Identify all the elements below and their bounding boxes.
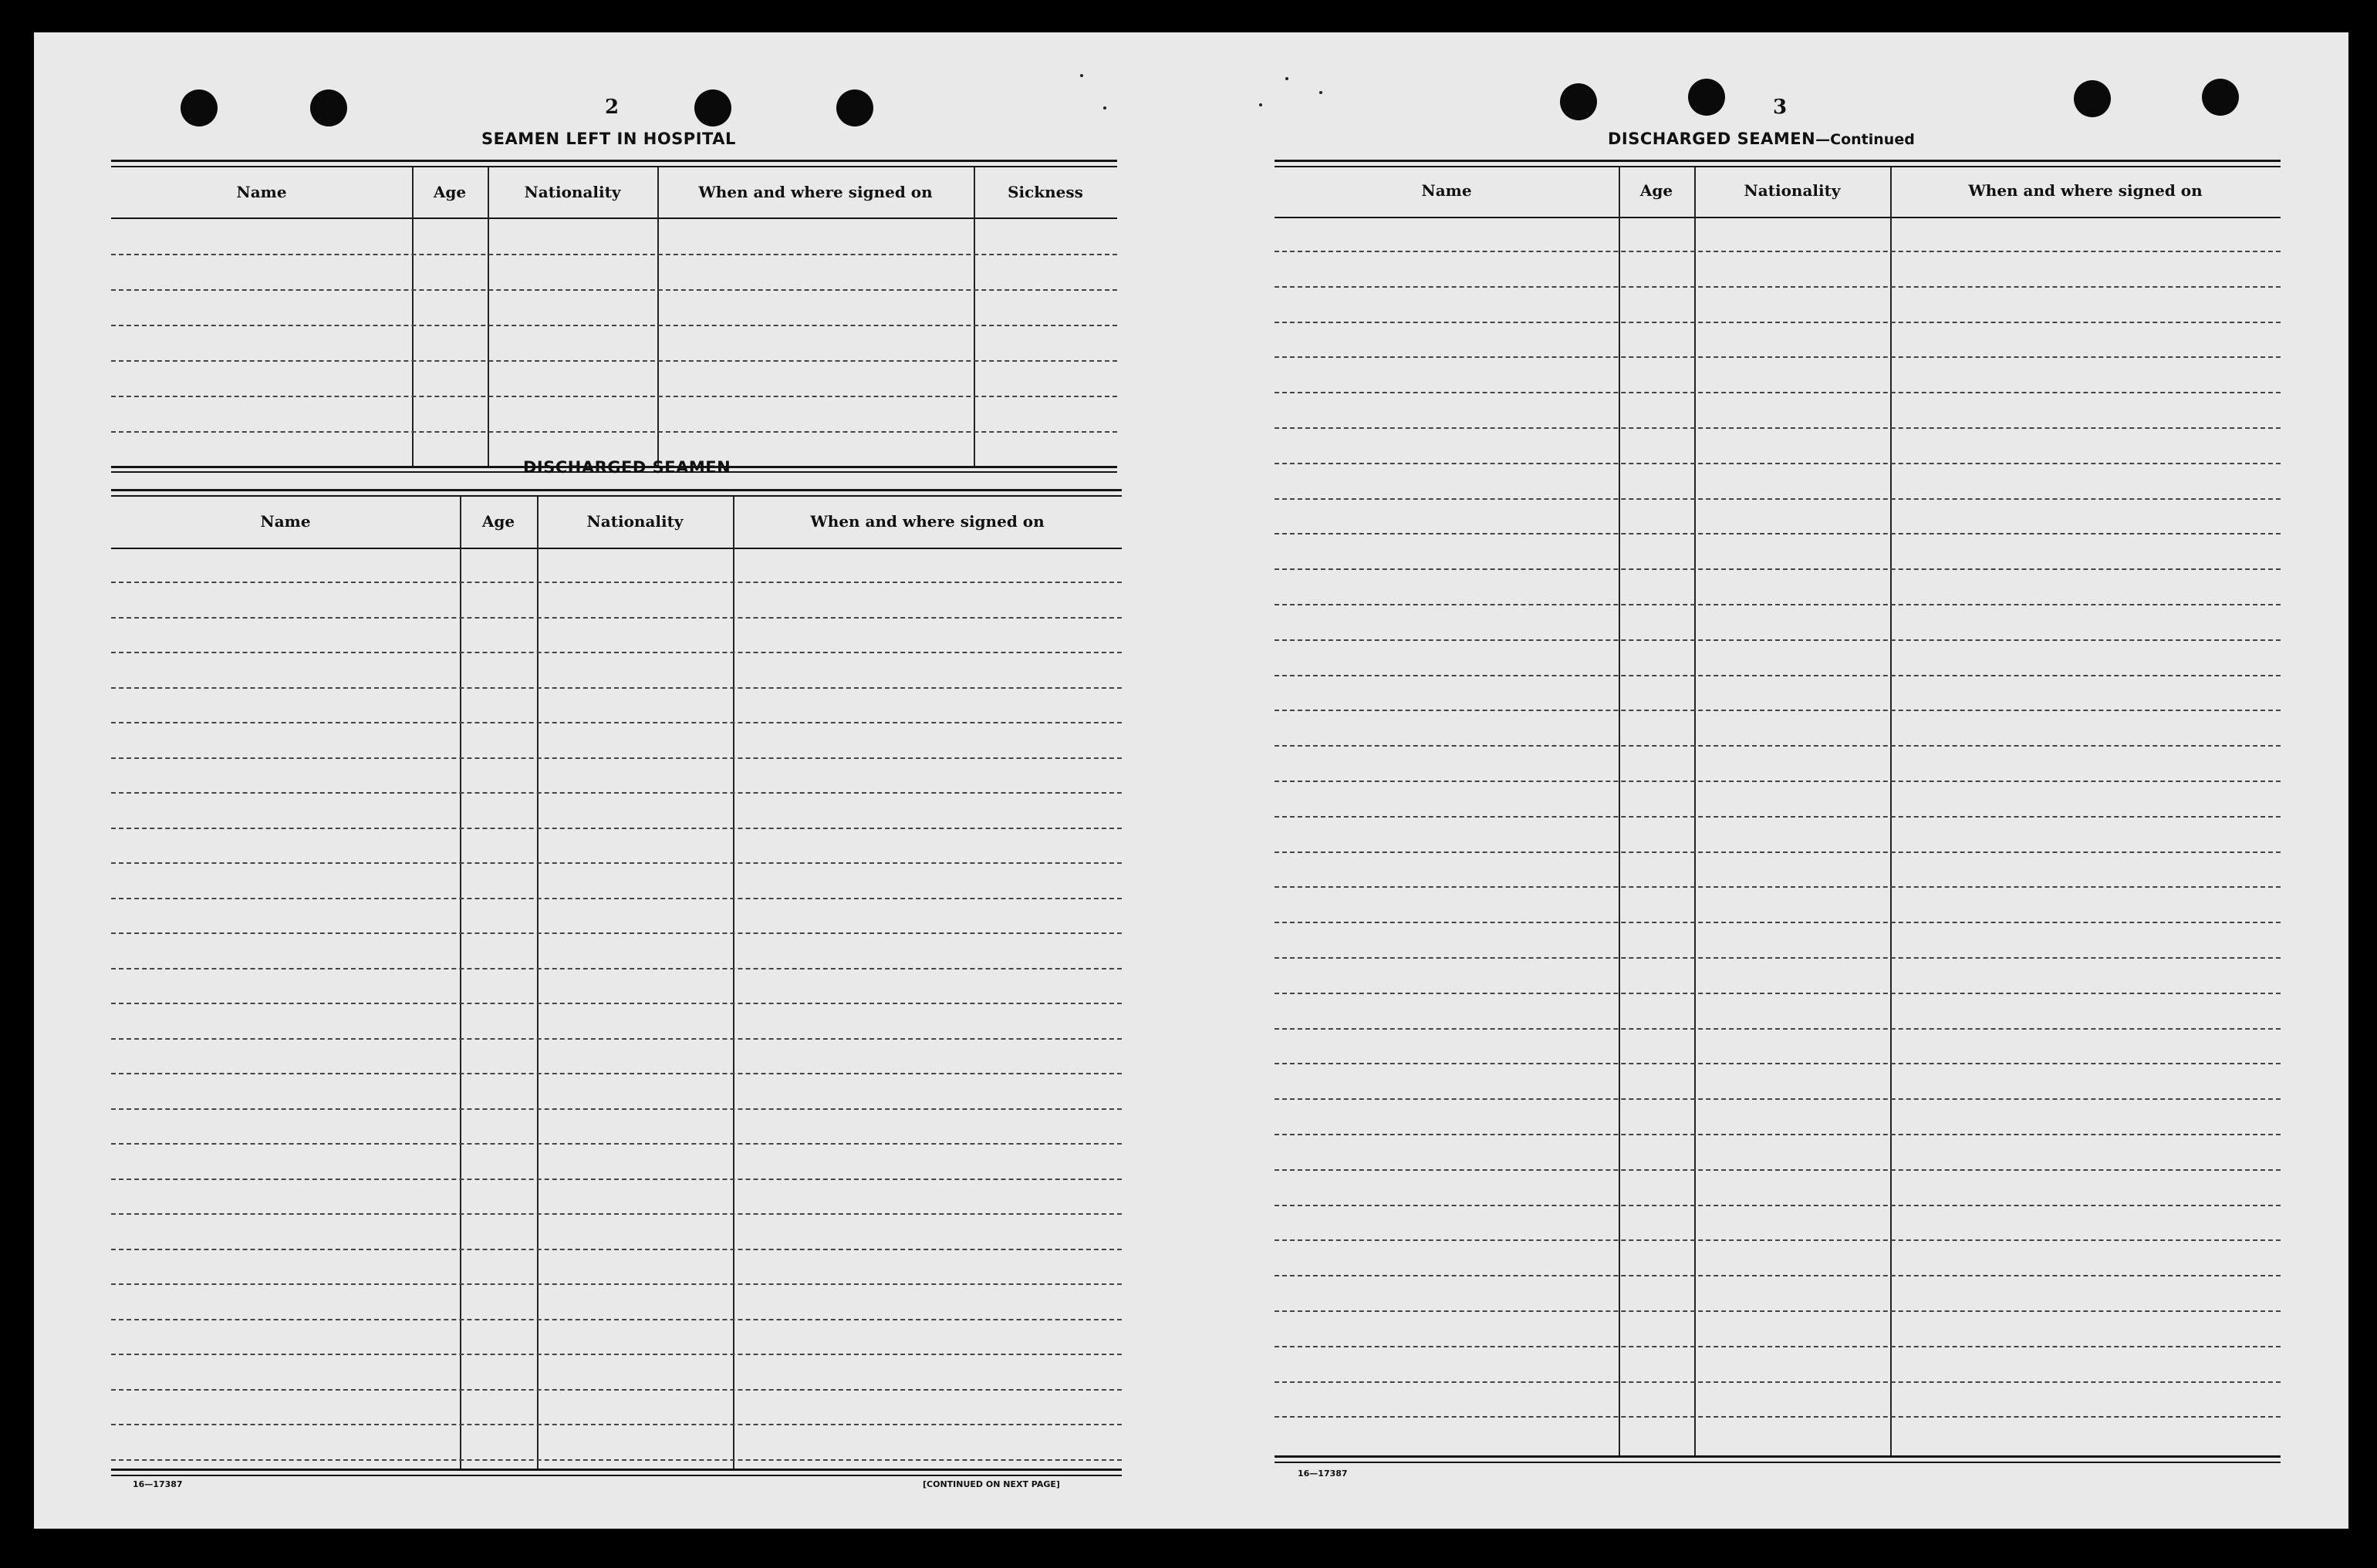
blank-row-line: [111, 1459, 1122, 1461]
blank-row-line: [1275, 1169, 2281, 1171]
blank-row-line: [111, 254, 1117, 255]
column-header-nationality: Nationality: [524, 183, 621, 201]
blank-row-line: [1275, 1275, 2281, 1276]
page-number: 3: [1773, 96, 1788, 119]
blank-row-line: [1275, 533, 2281, 534]
page-number: 2: [605, 96, 620, 119]
speck: [1319, 91, 1322, 94]
blank-row-line: [111, 687, 1122, 689]
blank-row-line: [1275, 710, 2281, 711]
blank-row-line: [1275, 1134, 2281, 1135]
blank-row-line: [111, 360, 1117, 362]
column-header-when-where: When and where signed on: [1968, 181, 2203, 200]
blank-row-line: [1275, 639, 2281, 641]
form-code: 16—17387: [1298, 1469, 1348, 1479]
blank-row-line: [111, 968, 1122, 969]
punch-hole: [1688, 79, 1725, 116]
blank-row-line: [1275, 322, 2281, 323]
column-header-nationality: Nationality: [1744, 181, 1841, 200]
blank-row-line: [1275, 568, 2281, 570]
blank-row-line: [111, 1143, 1122, 1145]
column-header-age: Age: [1639, 181, 1673, 200]
blank-row-line: [1275, 993, 2281, 994]
column-header-age: Age: [481, 512, 515, 531]
document-scan: [34, 32, 2348, 1529]
blank-row-line: [111, 1179, 1122, 1180]
discharged-continued-title: [1608, 130, 1915, 148]
punch-hole: [310, 89, 347, 126]
speck: [1285, 77, 1288, 80]
blank-row-line: [111, 828, 1122, 829]
blank-row-line: [1275, 851, 2281, 853]
blank-row-line: [1275, 781, 2281, 782]
column-header-name: Name: [1421, 181, 1472, 200]
blank-row-line: [1275, 286, 2281, 288]
blank-row-line: [1275, 251, 2281, 252]
blank-row-line: [1275, 392, 2281, 393]
blank-row-line: [1275, 816, 2281, 818]
blank-row-line: [1275, 1063, 2281, 1064]
hospital-table-title: SEAMEN LEFT IN HOSPITAL: [481, 130, 736, 148]
punch-hole: [1560, 83, 1597, 120]
blank-row-line: [111, 932, 1122, 934]
blank-row-line: [1275, 745, 2281, 747]
blank-row-line: [111, 792, 1122, 794]
blank-row-line: [111, 1319, 1122, 1320]
blank-row-line: [111, 1108, 1122, 1110]
punch-hole: [2202, 79, 2239, 116]
discharged-continued-table: [1275, 160, 2281, 1463]
blank-row-line: [111, 396, 1117, 397]
punch-hole: [694, 89, 731, 126]
blank-row-line: [1275, 1239, 2281, 1241]
blank-row-line: [111, 1389, 1122, 1391]
blank-row-line: [111, 722, 1122, 723]
blank-row-line: [1275, 356, 2281, 358]
blank-row-line: [111, 1073, 1122, 1074]
title-text: DISCHARGED SEAMEN: [1608, 130, 1816, 148]
blank-row-line: [111, 1354, 1122, 1355]
blank-row-line: [1275, 427, 2281, 429]
blank-row-line: [1275, 1098, 2281, 1100]
column-header-nationality: Nationality: [586, 512, 684, 531]
punch-hole: [2074, 80, 2111, 117]
hospital-table: [111, 160, 1117, 470]
blank-row-line: [111, 1038, 1122, 1040]
continued-note: [CONTINUED ON NEXT PAGE]: [923, 1479, 1060, 1489]
blank-row-line: [1275, 1346, 2281, 1347]
blank-row-line: [1275, 675, 2281, 676]
discharged-table-title: DISCHARGED SEAMEN: [523, 458, 731, 477]
blank-row-line: [111, 289, 1117, 291]
blank-row-line: [1275, 463, 2281, 464]
blank-row-line: [111, 1213, 1122, 1215]
blank-row-line: [1275, 1416, 2281, 1418]
blank-row-line: [111, 1283, 1122, 1285]
column-header-sickness: Sickness: [1008, 183, 1083, 201]
blank-row-line: [1275, 1381, 2281, 1383]
column-header-name: Name: [236, 183, 287, 201]
blank-row-line: [1275, 922, 2281, 923]
blank-row-line: [111, 757, 1122, 759]
blank-row-line: [111, 862, 1122, 864]
blank-row-line: [1275, 498, 2281, 500]
blank-row-line: [111, 325, 1117, 326]
column-header-when-where: When and where signed on: [810, 512, 1045, 531]
blank-row-line: [111, 1249, 1122, 1250]
blank-row-line: [111, 652, 1122, 653]
blank-row-line: [1275, 604, 2281, 605]
form-code: 16—17387: [133, 1479, 183, 1489]
speck: [1259, 103, 1262, 106]
blank-row-line: [111, 1003, 1122, 1004]
column-header-name: Name: [260, 512, 311, 531]
speck: [1080, 74, 1083, 77]
blank-row-line: [1275, 1310, 2281, 1312]
column-header-when-where: When and where signed on: [698, 183, 933, 201]
column-header-age: Age: [433, 183, 467, 201]
blank-row-line: [111, 582, 1122, 583]
discharged-table: [111, 489, 1122, 1476]
blank-row-line: [111, 1424, 1122, 1425]
blank-row-line: [1275, 957, 2281, 959]
blank-row-line: [111, 617, 1122, 619]
title-suffix: —Continued: [1815, 131, 1915, 148]
blank-row-line: [111, 431, 1117, 433]
blank-row-line: [1275, 1205, 2281, 1206]
speck: [1103, 106, 1106, 110]
punch-hole: [836, 89, 873, 126]
blank-row-line: [1275, 1028, 2281, 1030]
blank-row-line: [111, 898, 1122, 899]
blank-row-line: [1275, 886, 2281, 888]
punch-hole: [181, 89, 218, 126]
